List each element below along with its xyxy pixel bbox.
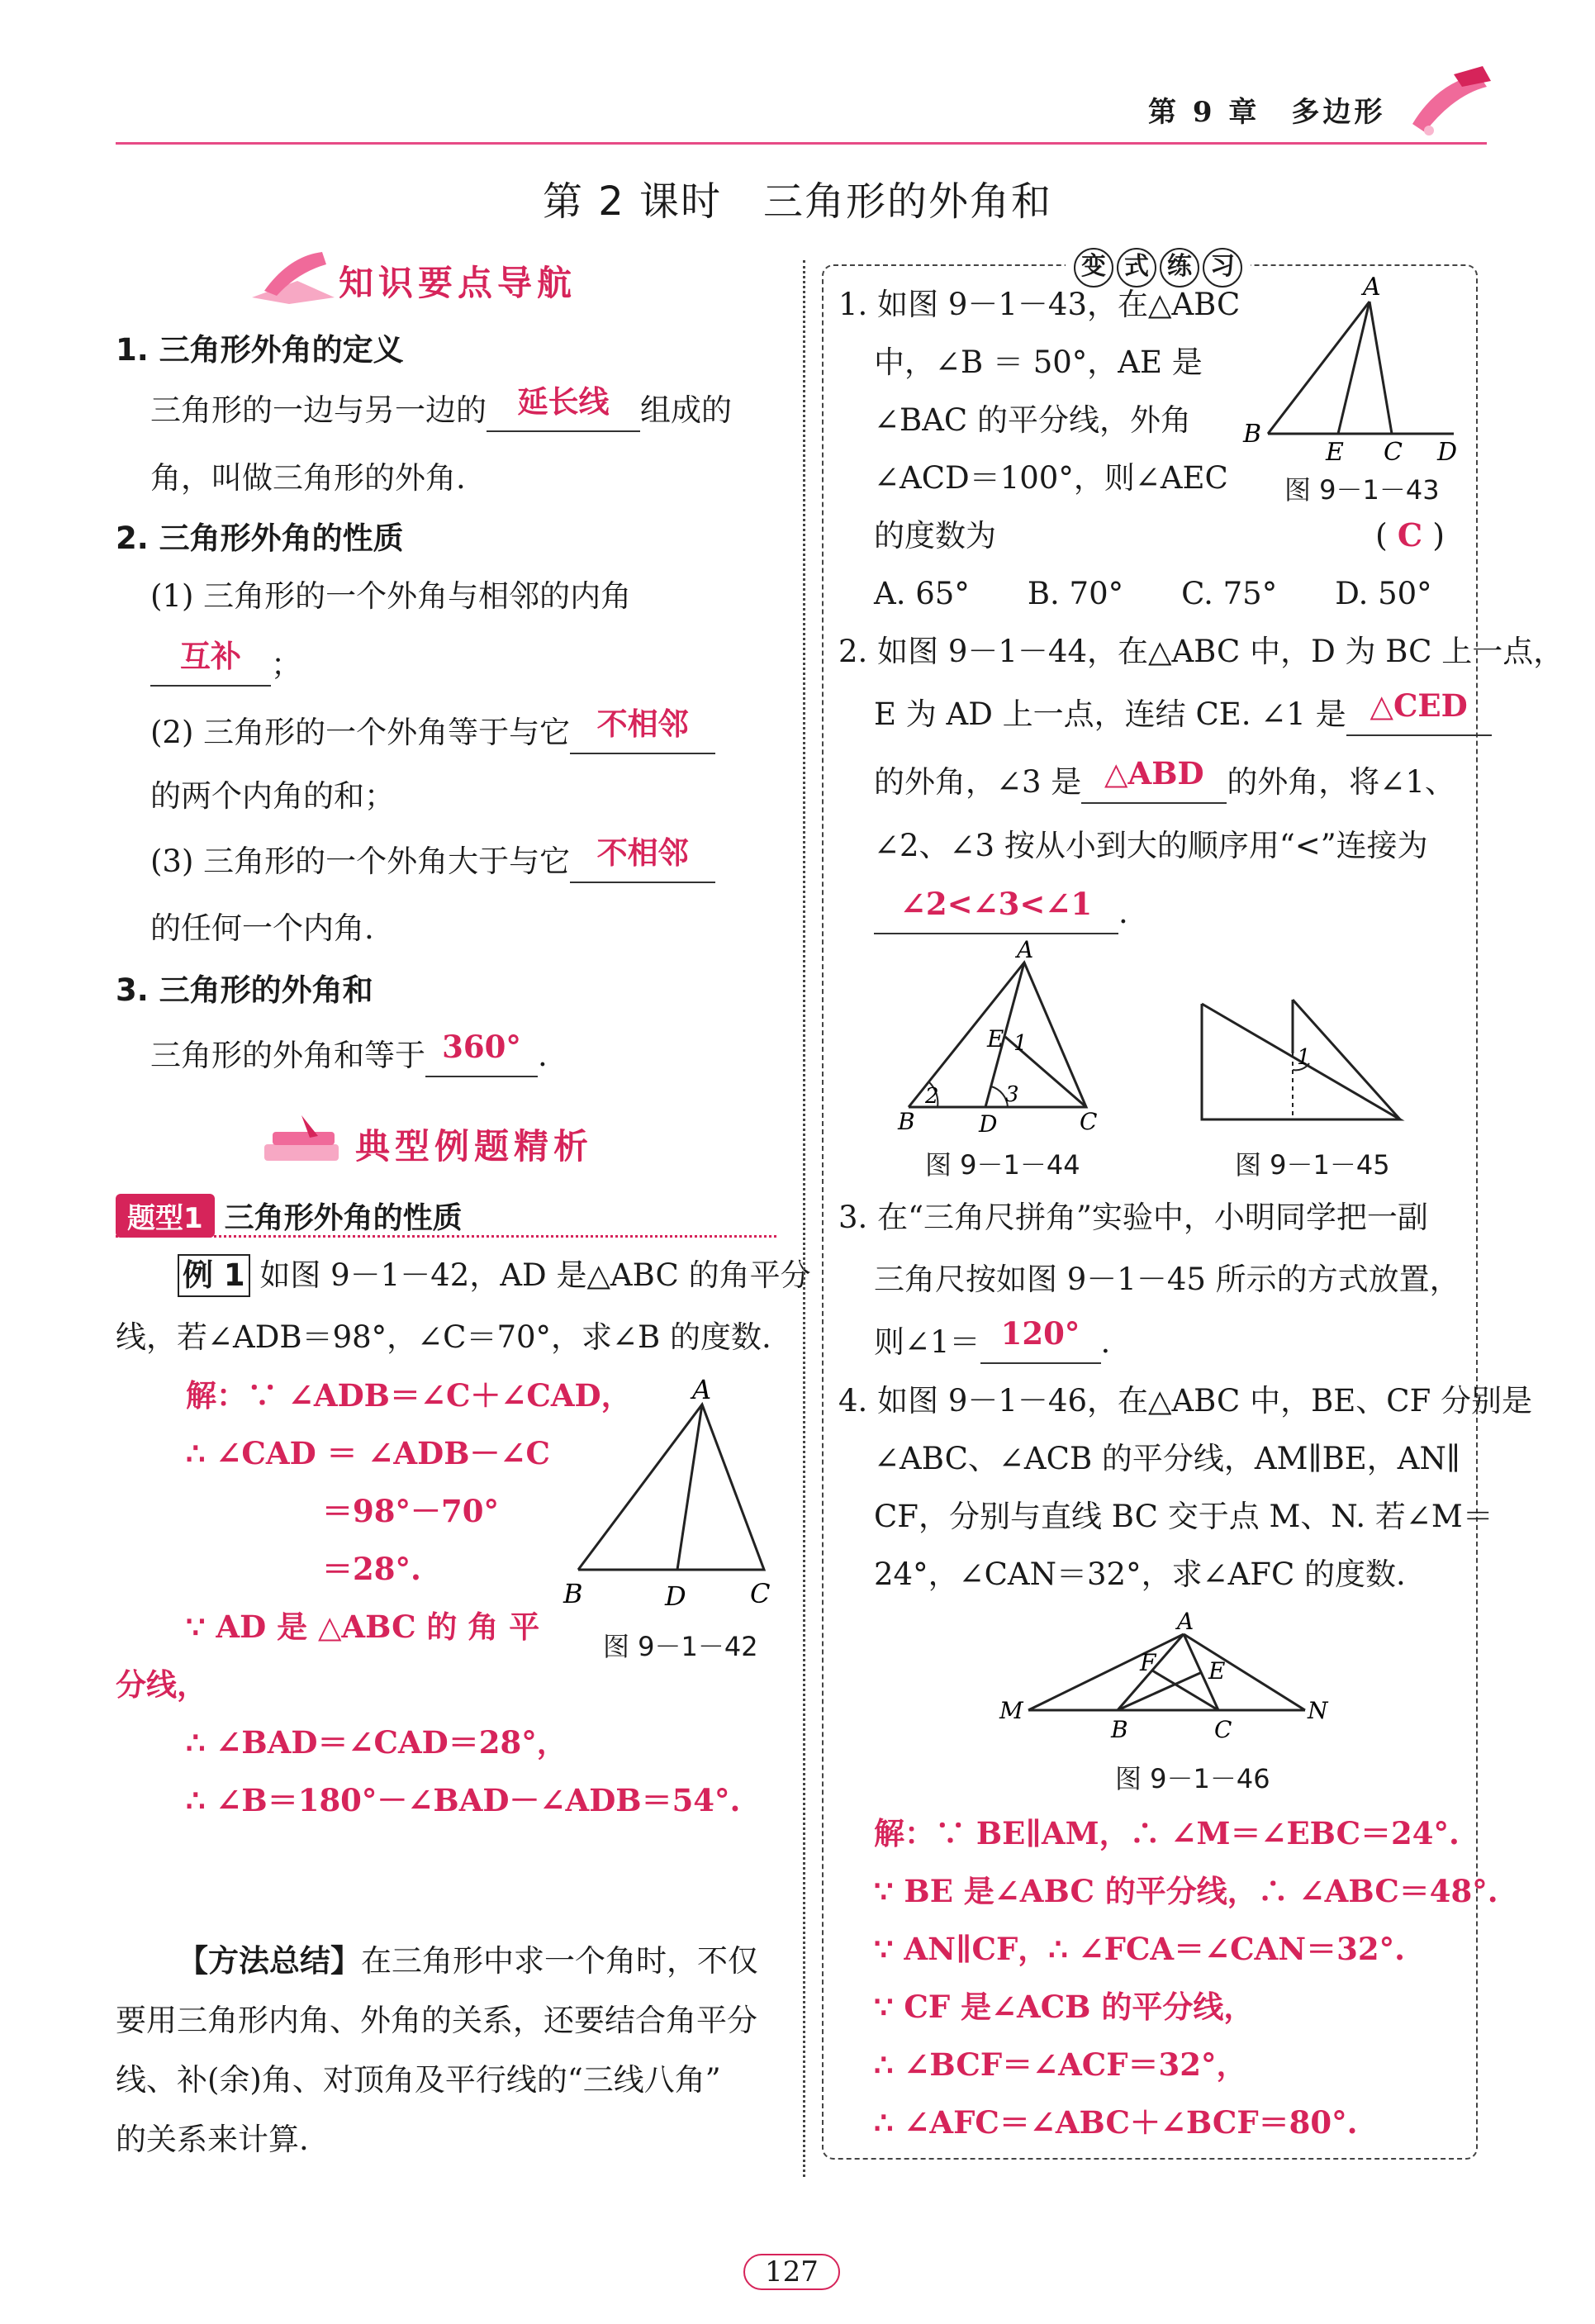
svg-text:1: 1 <box>1297 1045 1311 1070</box>
solution-line-1: 解：∵ ∠ADB＝∠C＋∠CAD， <box>186 1377 632 1414</box>
page-number: 127 <box>743 2254 840 2290</box>
svg-text:C: C <box>1384 438 1403 467</box>
method-line-2: 要用三角形内角、外角的关系，还要结合角平分 <box>116 2003 757 2038</box>
q4-line-3: CF，分别与直线 BC 交于点 M、N. 若∠M＝ <box>874 1499 1493 1534</box>
p2-item-2: (2) 三角形的一个外角等于与它 不相邻 <box>150 712 715 754</box>
p3-title: 3. 三角形的外角和 <box>116 972 373 1008</box>
svg-text:B: B <box>1111 1716 1128 1743</box>
p1-line: 三角形的一边与另一边的 延长线 组成的 <box>150 390 732 432</box>
pencil-cap-icon <box>1404 66 1495 140</box>
p2-item-3: (3) 三角形的一个外角大于与它 不相邻 <box>150 841 715 883</box>
method-line-4: 的关系来计算. <box>116 2122 309 2157</box>
q1-answer: ( C ) <box>1375 516 1445 554</box>
svg-text:M: M <box>999 1697 1023 1724</box>
books-icon <box>256 1111 347 1169</box>
method-line-3: 线、补(余)角、对顶角及平行线的“三线八角” <box>116 2062 721 2098</box>
example-question-1: 例 1 如图 9－1－42，AD 是△ABC 的角平分 <box>178 1254 811 1297</box>
answer-blank-4: 不相邻 <box>570 841 715 883</box>
p1-line-2: 角，叫做三角形的外角. <box>150 460 466 496</box>
q1-line-3: ∠BAC 的平分线，外角 <box>874 402 1191 438</box>
svg-text:2: 2 <box>925 1084 939 1109</box>
q2-line-1: 2. 如图 9－1－44，在△ABC 中，D 为 BC 上一点， <box>838 634 1564 669</box>
figure-caption-44: 图 9－1－44 <box>925 1149 1080 1181</box>
q4-line-4: 24°，∠CAN＝32°，求∠AFC 的度数. <box>874 1556 1406 1592</box>
svg-text:C: C <box>1080 1108 1098 1135</box>
q4-solution-6: ∴ ∠AFC＝∠ABC＋∠BCF＝80°. <box>874 2104 1358 2141</box>
tixing-banner <box>116 1194 776 1233</box>
solution-line-5: ∵ AD 是 △ABC 的 角 平 <box>186 1609 540 1645</box>
answer-blank-5: 360° <box>425 1035 538 1077</box>
q1-line-5: 的度数为 <box>874 518 996 554</box>
figure-9-1-42 <box>562 1376 785 1615</box>
svg-text:B: B <box>563 1578 583 1609</box>
q4-solution-1: 解：∵ BE∥AM，∴ ∠M＝∠EBC＝24°. <box>874 1815 1460 1851</box>
answer-blank-q3: 120° <box>980 1322 1101 1364</box>
svg-text:N: N <box>1308 1697 1328 1724</box>
svg-text:C: C <box>1214 1716 1232 1743</box>
chapter-label: 第 9 章 多边形 <box>1148 96 1386 129</box>
p3-line: 三角形的外角和等于 360° . <box>150 1035 548 1077</box>
page-title: 第 2 课时 三角形的外角和 <box>542 178 1053 225</box>
figure-9-1-44 <box>888 936 1111 1138</box>
figure-caption-42: 图 9－1－42 <box>603 1631 758 1662</box>
tixing-tag: 题型1 <box>116 1194 215 1238</box>
q1-line-2: 中，∠B ＝ 50°，AE 是 <box>874 345 1203 380</box>
q1-options: A. 65° B. 70° C. 75° D. 50° <box>874 576 1432 611</box>
book-icon <box>248 248 339 306</box>
p2-item-1: (1) 三角形的一个外角与相邻的内角 <box>150 578 632 614</box>
figure-caption-46: 图 9－1－46 <box>1115 1763 1270 1794</box>
answer-blank-1: 延长线 <box>487 390 640 432</box>
column-divider <box>803 260 805 2177</box>
figure-9-1-43 <box>1239 273 1470 467</box>
solution-line-6: 分线， <box>116 1666 207 1703</box>
practice-badge: 变 式 练 习 <box>1066 248 1251 288</box>
p2-item-1-answer: 互补 ； <box>150 644 301 687</box>
figure-9-1-45 <box>1189 987 1421 1132</box>
q4-solution-4: ∵ CF 是∠ACB 的平分线， <box>874 1989 1255 2025</box>
solution-line-2: ∴ ∠CAD ＝ ∠ADB－∠C <box>186 1435 550 1471</box>
q2-line-5: ∠2<∠3<∠1 . <box>874 892 1128 934</box>
figure-caption-45: 图 9－1－45 <box>1235 1149 1390 1181</box>
method-line-1: 【方法总结】在三角形中求一个角时，不仅 <box>178 1943 758 1979</box>
svg-text:A: A <box>1177 1608 1194 1635</box>
section-heading-knowledge: 知识要点导航 <box>339 263 577 303</box>
tixing-title: 三角形外角的性质 <box>224 1201 463 1235</box>
solution-line-3: ＝98°－70° <box>322 1493 499 1529</box>
svg-text:A: A <box>1363 273 1381 302</box>
svg-text:D: D <box>979 1110 998 1138</box>
q3-line-3: 则∠1＝ 120° . <box>874 1322 1110 1364</box>
p1-title: 1. 三角形外角的定义 <box>116 332 404 368</box>
section-heading-examples: 典型例题精析 <box>355 1126 594 1167</box>
q4-solution-3: ∵ AN∥CF，∴ ∠FCA＝∠CAN＝32°. <box>874 1931 1405 1967</box>
svg-text:F: F <box>1140 1649 1156 1676</box>
svg-text:E: E <box>1208 1657 1226 1685</box>
example-label: 例 1 <box>178 1254 250 1297</box>
figure-caption-43: 图 9－1－43 <box>1284 474 1440 506</box>
p2-item-3-b: 的任何一个内角. <box>150 910 374 946</box>
svg-text:E: E <box>987 1025 1004 1053</box>
svg-text:B: B <box>898 1108 915 1135</box>
q4-solution-2: ∵ BE 是∠ABC 的平分线，∴ ∠ABC＝48°. <box>874 1873 1498 1909</box>
q3-line-2: 三角尺按如图 9－1－45 所示的方式放置， <box>874 1262 1460 1297</box>
q4-line-2: ∠ABC、∠ACB 的平分线，AM∥BE，AN∥ <box>874 1441 1460 1476</box>
answer-blank-q2-3: ∠2<∠3<∠1 <box>874 892 1118 934</box>
svg-text:E: E <box>1326 438 1344 467</box>
q3-line-1: 3. 在“三角尺拼角”实验中，小明同学把一副 <box>838 1200 1428 1235</box>
q4-line-1: 4. 如图 9－1－46，在△ABC 中，BE、CF 分别是 <box>838 1383 1533 1419</box>
p2-item-2-b: 的两个内角的和； <box>150 778 395 814</box>
q2-line-2: E 为 AD 上一点，连结 CE. ∠1 是 △CED <box>874 694 1492 736</box>
svg-text:3: 3 <box>1005 1082 1019 1107</box>
solution-line-8: ∴ ∠B＝180°－∠BAD－∠ADB＝54°. <box>186 1782 741 1818</box>
q1-line-4: ∠ACD＝100°，则∠AEC <box>874 460 1228 496</box>
q2-line-3: 的外角，∠3 是 △ABD 的外角，将∠1、 <box>874 762 1455 804</box>
q1-line-1: 1. 如图 9－1－43，在△ABC <box>838 287 1241 322</box>
p2-title: 2. 三角形外角的性质 <box>116 520 404 556</box>
figure-9-1-46 <box>995 1608 1328 1751</box>
answer-blank-2: 互补 <box>150 644 271 687</box>
solution-line-7: ∴ ∠BAD＝∠CAD＝28°， <box>186 1724 567 1761</box>
answer-blank-q2-1: △CED <box>1346 694 1492 736</box>
solution-line-4: ＝28°. <box>322 1551 421 1587</box>
svg-text:1: 1 <box>1013 1031 1028 1056</box>
example-question-2: 线，若∠ADB＝98°，∠C＝70°，求∠B 的度数. <box>116 1319 771 1355</box>
q2-line-4: ∠2、∠3 按从小到大的顺序用“<”连接为 <box>874 828 1428 863</box>
q4-solution-5: ∴ ∠BCF＝∠ACF＝32°， <box>874 2046 1247 2083</box>
svg-text:C: C <box>750 1578 771 1609</box>
svg-text:D: D <box>665 1580 686 1612</box>
header-rule <box>116 142 1487 145</box>
svg-text:A: A <box>1017 936 1034 963</box>
svg-text:B: B <box>1243 420 1262 449</box>
svg-text:A: A <box>692 1374 712 1405</box>
answer-blank-3: 不相邻 <box>570 712 715 754</box>
answer-blank-q2-2: △ABD <box>1081 762 1227 804</box>
svg-text:D: D <box>1437 438 1458 467</box>
